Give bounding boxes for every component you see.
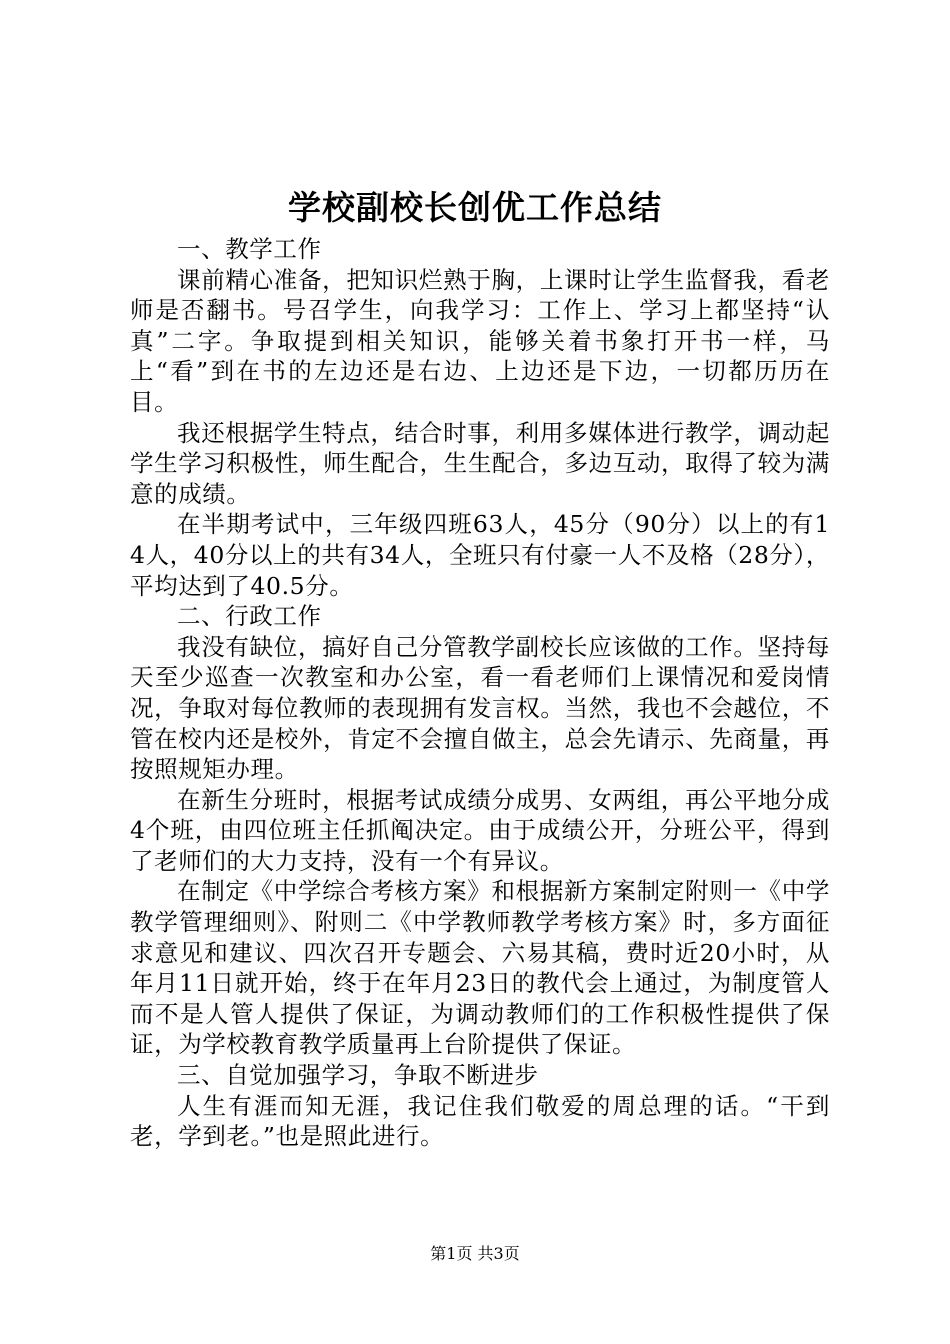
paragraph-midterm-results: 在半期考试中，三年级四班63人，45分（90分）以上的有14人，40分以上的共有34人，全班只有付豪一人不及格（28分），平均达到了40.5分。 xyxy=(130,510,830,600)
paragraph-assessment-plan: 在制定《中学综合考核方案》和根据新方案制定附则一《中学教学管理细则》、附则二《中学教师教学考核方案》时，多方面征求意见和建议、四次召开专题会、六易其稿，费时近20小时，从年月11日就开始，终于在年月23日的教代会上通过，为制度管人而不是人管人提供了保证，为调动教师们的工作积极性提供了保证，为学校教育教学质量再上台阶提供了保证。 xyxy=(130,877,830,1059)
paragraph-class-assignment: 在新生分班时，根据考试成绩分成男、女两组，再公平地分成4个班，由四位班主任抓阄决定。由于成绩公开，分班公平，得到了老师们的大力支持，没有一个有异议。 xyxy=(130,785,830,875)
section-heading-administration: 二、行政工作 xyxy=(177,602,322,631)
paragraph-lesson-preparation: 课前精心准备，把知识烂熟于胸，上课时让学生监督我，看老师是否翻书。号召学生，向我学习：工作上、学习上都坚持“认真”二字。争取提到相关知识，能够关着书象打开书一样，马上“看”到在书的左边还是右边、上边还是下边，一切都历历在目。 xyxy=(130,265,830,416)
section-heading-teaching: 一、教学工作 xyxy=(177,235,322,263)
document-title: 学校副校长创优工作总结 xyxy=(288,188,662,227)
paragraph-duty-inspection: 我没有缺位，搞好自己分管教学副校长应该做的工作。坚持每天至少巡查一次教室和办公室，看一看老师们上课情况和爱岗情况，争取对每位教师的表现拥有发言权。当然，我也不会越位，不管在校内还是校外，肯定不会擅自做主，总会先请示、先商量，再按照规矩办理。 xyxy=(130,632,830,784)
paragraph-multimedia-teaching: 我还根据学生特点，结合时事，利用多媒体进行教学，调动起学生学习积极性，师生配合，生生配合，多边互动，取得了较为满意的成绩。 xyxy=(130,418,830,508)
paragraph-lifelong-learning: 人生有涯而知无涯，我记住我们敬爱的周总理的话。“干到老，学到老。”也是照此进行。 xyxy=(130,1091,830,1151)
document-body xyxy=(130,234,830,1152)
page-number-footer: 第1页 共3页 xyxy=(430,1244,520,1263)
section-heading-learning: 三、自觉加强学习，争取不断进步 xyxy=(177,1061,539,1090)
